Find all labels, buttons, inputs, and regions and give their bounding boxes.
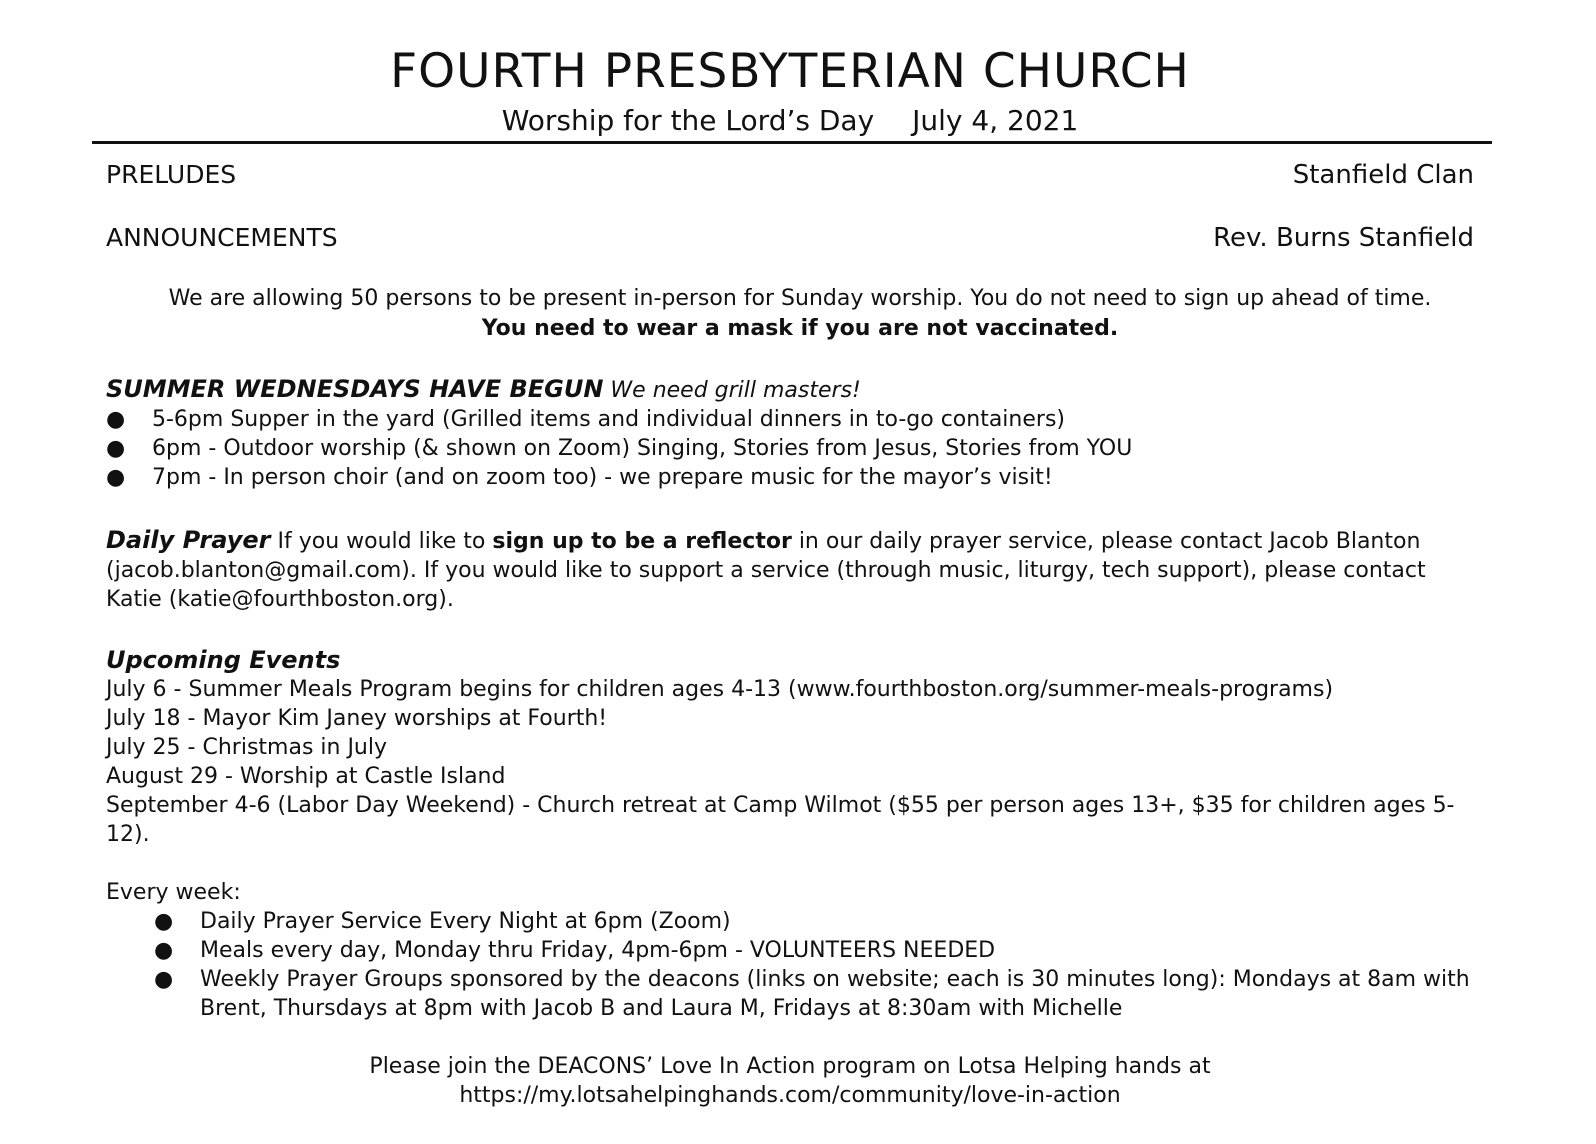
header-divider bbox=[92, 141, 1492, 144]
bullet-icon: ● bbox=[106, 465, 126, 490]
daily-prayer-text-2: in our daily prayer service, please contact Jacob Blanton (jacob.blanton@gmail.com). If you would like to support a service (through music, liturgy, tech support), please contact Katie (katie@fourthboston.org). bbox=[106, 529, 1426, 612]
list-item bbox=[106, 965, 1486, 1023]
summer-heading: SUMMER WEDNESDAYS HAVE BEGUN bbox=[106, 375, 604, 403]
bullet-icon: ● bbox=[106, 436, 126, 461]
list-item bbox=[106, 463, 1486, 492]
summer-wednesdays-section bbox=[106, 375, 1486, 492]
page-title: FOURTH PRESBYTERIAN CHURCH bbox=[390, 44, 1190, 99]
bullet-icon: ● bbox=[106, 407, 126, 432]
list-item-text: Meals every day, Monday thru Friday, 4pm-6pm - VOLUNTEERS NEEDED bbox=[200, 938, 996, 963]
bullet-icon: ● bbox=[154, 909, 174, 934]
event-item: July 6 - Summer Meals Program begins for children ages 4-13 (www.fourthboston.org/summer-meals-programs) bbox=[106, 677, 1334, 702]
preludes-label: PRELUDES bbox=[106, 160, 237, 189]
summer-tagline: We need grill masters! bbox=[610, 378, 861, 403]
service-date: July 4, 2021 bbox=[912, 104, 1079, 137]
daily-prayer-section bbox=[106, 526, 1486, 614]
announcements-label: ANNOUNCEMENTS bbox=[106, 223, 338, 252]
attendance-notice-line: We are allowing 50 persons to be present in-person for Sunday worship. You do not need to sign up ahead of time. bbox=[168, 286, 1432, 311]
list-item bbox=[106, 405, 1486, 434]
list-item bbox=[106, 936, 1486, 965]
list-item-text: Daily Prayer Service Every Night at 6pm (Zoom) bbox=[200, 909, 731, 934]
every-week-section bbox=[106, 878, 1486, 1023]
footer-line: Please join the DEACONS’ Love In Action program on Lotsa Helping hands at bbox=[369, 1054, 1211, 1079]
event-item: July 25 - Christmas in July bbox=[106, 735, 388, 760]
list-item bbox=[106, 907, 1486, 936]
list-item-text: Weekly Prayer Groups sponsored by the deacons (links on website; each is 30 minutes long): Mondays at 8am with Brent, Thursdays at 8pm with Jacob B and Laura M, Fridays at 8:30am with Michelle bbox=[200, 967, 1470, 1021]
bullet-icon: ● bbox=[154, 938, 174, 963]
list-item-text: 6pm - Outdoor worship (& shown on Zoom) Singing, Stories from Jesus, Stories from YOU bbox=[152, 436, 1133, 461]
daily-prayer-emphasis: sign up to be a reflector bbox=[492, 529, 792, 554]
upcoming-events-section bbox=[106, 646, 1486, 849]
event-item: July 18 - Mayor Kim Janey worships at Fourth! bbox=[106, 706, 608, 731]
preludes-leader: Stanfield Clan bbox=[1292, 160, 1474, 190]
announcements-leader: Rev. Burns Stanfield bbox=[1213, 223, 1474, 253]
daily-prayer-text-1: If you would like to bbox=[277, 529, 486, 554]
event-item: August 29 - Worship at Castle Island bbox=[106, 764, 506, 789]
footer-link[interactable]: https://my.lotsahelpinghands.com/community/love-in-action bbox=[459, 1083, 1121, 1108]
every-week-heading: Every week: bbox=[106, 880, 241, 905]
every-week-list bbox=[106, 907, 1486, 1023]
service-name: Worship for the Lord’s Day bbox=[501, 104, 875, 137]
upcoming-events-heading: Upcoming Events bbox=[106, 646, 341, 674]
summer-heading-line bbox=[106, 375, 1486, 405]
summer-list bbox=[106, 405, 1486, 492]
page-subtitle bbox=[0, 102, 1580, 140]
list-item bbox=[106, 434, 1486, 463]
event-item: September 4-6 (Labor Day Weekend) - Church retreat at Camp Wilmot ($55 per person ages 13+, $35 for children ages 5-12). bbox=[106, 793, 1455, 847]
bullet-icon: ● bbox=[154, 967, 174, 992]
attendance-notice bbox=[90, 284, 1510, 344]
list-item-text: 7pm - In person choir (and on zoom too) - we prepare music for the mayor’s visit! bbox=[152, 465, 1053, 490]
list-item-text: 5-6pm Supper in the yard (Grilled items and individual dinners in to-go containers) bbox=[152, 407, 1065, 432]
deacons-footer bbox=[90, 1052, 1490, 1110]
mask-notice-line: You need to wear a mask if you are not vaccinated. bbox=[481, 316, 1119, 341]
daily-prayer-heading: Daily Prayer bbox=[106, 526, 271, 554]
